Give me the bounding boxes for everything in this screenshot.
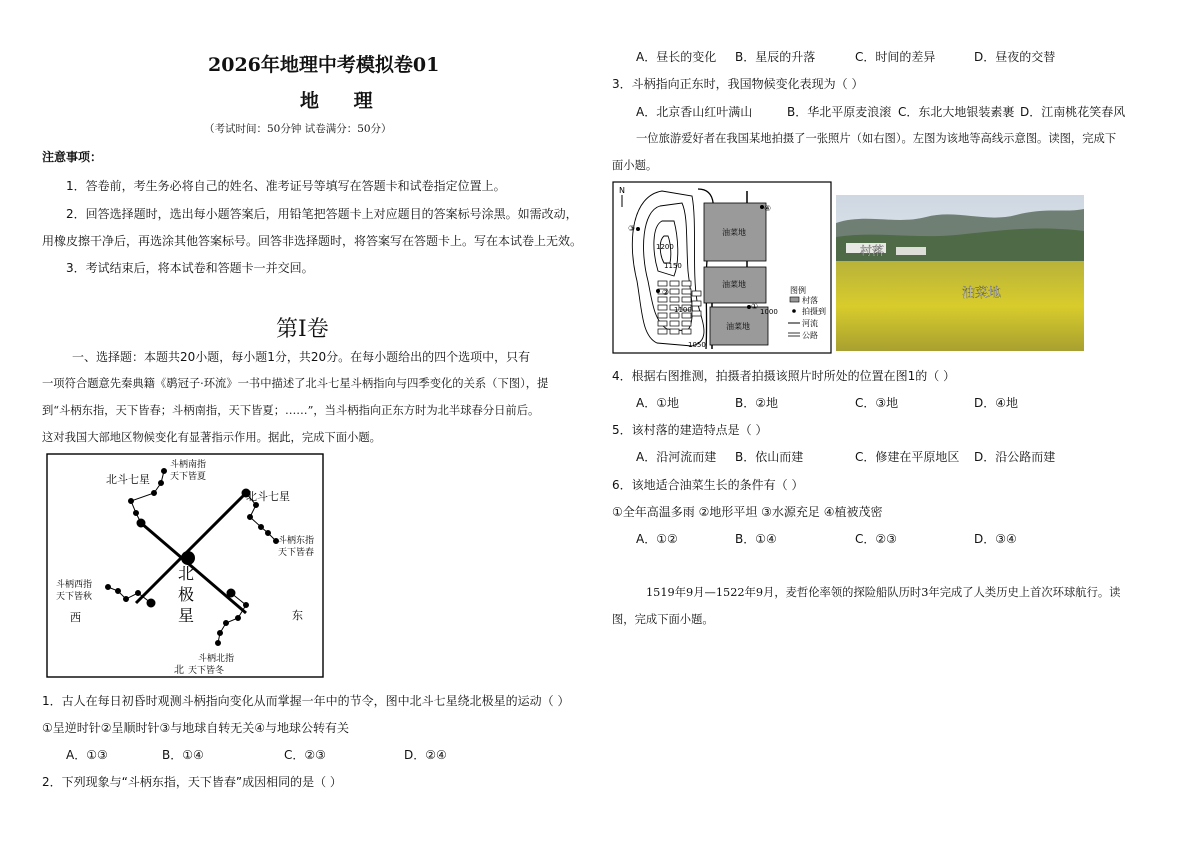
contour-1200: 1200 — [656, 243, 674, 251]
q6-statements: ①全年高温多雨 ②地形平坦 ③水源充足 ④植被茂密 — [612, 505, 883, 519]
q1-option-a: A．①③ — [66, 748, 108, 762]
north-arrow-label: N — [619, 186, 625, 195]
polaris-text-1: 北 — [178, 564, 195, 583]
q1-stem: 1．古人在每日初昏时观测斗柄指向变化从而掌握一年中的节令，图中北斗七星绕北极星的运动（ ） — [42, 694, 570, 708]
polaris-text-3: 星 — [178, 606, 195, 625]
rapeseed-photo — [836, 195, 1084, 351]
legend-spot: 拍摄到 — [802, 307, 826, 316]
dir-west: 西 — [70, 611, 81, 624]
q4-option-b: B．②地 — [735, 396, 778, 410]
q5-option-b: B．依山而建 — [735, 450, 804, 464]
north-label-1: 斗柄北指 — [198, 654, 235, 664]
east-label-2: 天下皆春 — [278, 548, 315, 558]
field-1-label: 油菜地 — [722, 228, 746, 237]
legend-river: 河流 — [802, 319, 818, 328]
subject-title: 地 理 — [300, 90, 387, 112]
south-label-2: 天下皆夏 — [170, 472, 207, 482]
passage2-line-2: 面小题。 — [612, 159, 658, 172]
q1-option-c: C．②③ — [284, 748, 326, 762]
q3-option-a: A．北京香山红叶满山 — [636, 105, 753, 119]
section-intro-1: 一、选择题：本题共20小题，每小题1分，共20分。在每小题给出的四个选项中，只有 — [72, 350, 531, 364]
q1-option-d: D．②④ — [404, 748, 447, 762]
contour-1150: 1150 — [664, 262, 682, 270]
q4-option-d: D．④地 — [974, 396, 1018, 410]
q6-stem: 6．该地适合油菜生长的条件有（ ） — [612, 478, 804, 492]
photo-village-label: 村落 — [860, 244, 885, 258]
north-label-2: 天下皆冬 — [188, 666, 225, 676]
section-title: 第Ⅰ卷 — [276, 317, 329, 342]
q4-stem: 4．根据右图推测，拍摄者拍摄该照片时所处的位置在图1的（ ） — [612, 369, 956, 383]
exam-title: 2026年地理中考模拟卷01 — [208, 54, 440, 76]
notice-item-3: 3．考试结束后，将本试卷和答题卡一并交回。 — [66, 261, 314, 275]
east-label-1: 斗柄东指 — [278, 536, 315, 546]
q4-option-a: A．①地 — [636, 396, 679, 410]
q2-stem: 2．下列现象与“斗柄东指，天下皆春”成因相同的是（ ） — [42, 775, 342, 789]
legend-title: 图例 — [790, 286, 806, 295]
bd-label-right: 北斗七星 — [246, 490, 290, 503]
q3-option-c: C．东北大地银装素裹 — [898, 105, 1015, 119]
bd-label-top: 北斗七星 — [106, 473, 150, 486]
section-intro-3: 到“斗柄东指，天下皆春；斗柄南指，天下皆夏；……”，当斗柄指向正东方时为北半球春分日前后。 — [42, 404, 540, 417]
section-intro-2: 一项符合题意先秦典籍《鹖冠子·环流》一书中描述了北斗七星斗柄指向与四季变化的关系（下图），提 — [42, 377, 549, 390]
q2-option-a: A．昼长的变化 — [636, 50, 717, 64]
contour-map — [612, 181, 832, 354]
q1-statements: ①呈逆时针②呈顺时针③与地球自转无关④与地球公转有关 — [42, 721, 350, 735]
notice-item-2a: 2．回答选择题时，选出每小题答案后，用铅笔把答题卡上对应题目的答案标号涂黑。如需改动， — [66, 207, 578, 221]
q5-option-a: A．沿河流而建 — [636, 450, 717, 464]
polaris-text-2: 极 — [178, 585, 195, 604]
rapeseed-field — [836, 261, 1084, 351]
point-1-label: ① — [751, 302, 759, 311]
q2-option-d: D．昼夜的交替 — [974, 50, 1056, 64]
west-label-1: 斗柄西指 — [56, 580, 93, 590]
q5-option-c: C．修建在平原地区 — [855, 450, 960, 464]
q4-option-c: C．③地 — [855, 396, 899, 410]
legend-road: 公路 — [802, 331, 818, 340]
passage3-line-2: 图，完成下面小题。 — [612, 613, 714, 626]
field-3-label: 油菜地 — [726, 322, 750, 331]
notice-heading: 注意事项： — [42, 150, 103, 164]
legend-village: 村落 — [802, 296, 818, 305]
dir-north: 北 — [174, 665, 184, 676]
point-3-label: ③ — [628, 224, 636, 233]
q3-option-d: D．江南桃花笑春风 — [1020, 105, 1126, 119]
south-label-1: 斗柄南指 — [170, 460, 207, 470]
contour-1000: 1000 — [760, 308, 778, 316]
q6-option-a: A．①② — [636, 532, 678, 546]
west-label-2: 天下皆秋 — [56, 592, 93, 602]
point-4-label: ④ — [764, 204, 772, 213]
q5-stem: 5．该村落的建造特点是（ ） — [612, 423, 768, 437]
q6-option-b: B．①④ — [735, 532, 777, 546]
q1-option-b: B．①④ — [162, 748, 204, 762]
contour-1100: 1100 — [674, 306, 692, 314]
passage2-line-1: 一位旅游爱好者在我国某地拍摄了一张照片（如右图）。左图为该地等高线示意图。读图，完成下 — [636, 132, 1117, 145]
q6-option-c: C．②③ — [855, 532, 897, 546]
dir-east: 东 — [292, 609, 303, 622]
passage3-line-1: 1519年9月—1522年9月，麦哲伦率领的探险船队历时3年完成了人类历史上首次环球航行。读 — [646, 586, 1121, 599]
exam-info: （考试时间：50分钟 试卷满分：50分） — [204, 123, 392, 135]
notice-item-1: 1．答卷前，考生务必将自己的姓名、准考证号等填写在答题卡和试卷指定位置上。 — [66, 179, 506, 193]
point-2-label: ② — [662, 288, 670, 297]
contour-1050: 1050 — [688, 341, 706, 349]
big-dipper-figure — [46, 453, 324, 678]
q2-option-c: C．时间的差异 — [855, 50, 936, 64]
q3-stem: 3．斗柄指向正东时，我国物候变化表现为（ ） — [612, 77, 864, 91]
photo-field-label: 油菜地 — [962, 286, 1002, 301]
q6-option-d: D．③④ — [974, 532, 1017, 546]
q3-option-b: B．华北平原麦浪滚 — [787, 105, 892, 119]
q2-option-b: B．星辰的升落 — [735, 50, 816, 64]
point-3-marker — [636, 227, 640, 231]
notice-item-2b: 用橡皮擦干净后，再选涂其他答案标号。回答非选择题时，将答案写在答题卡上。写在本试卷上无效。 — [42, 234, 583, 248]
q5-option-d: D．沿公路而建 — [974, 450, 1056, 464]
section-intro-4: 这对我国大部地区物候变化有显著指示作用。据此，完成下面小题。 — [42, 431, 381, 444]
point-2-marker — [656, 289, 660, 293]
field-2-label: 油菜地 — [722, 280, 746, 289]
polaris-star — [181, 551, 195, 565]
